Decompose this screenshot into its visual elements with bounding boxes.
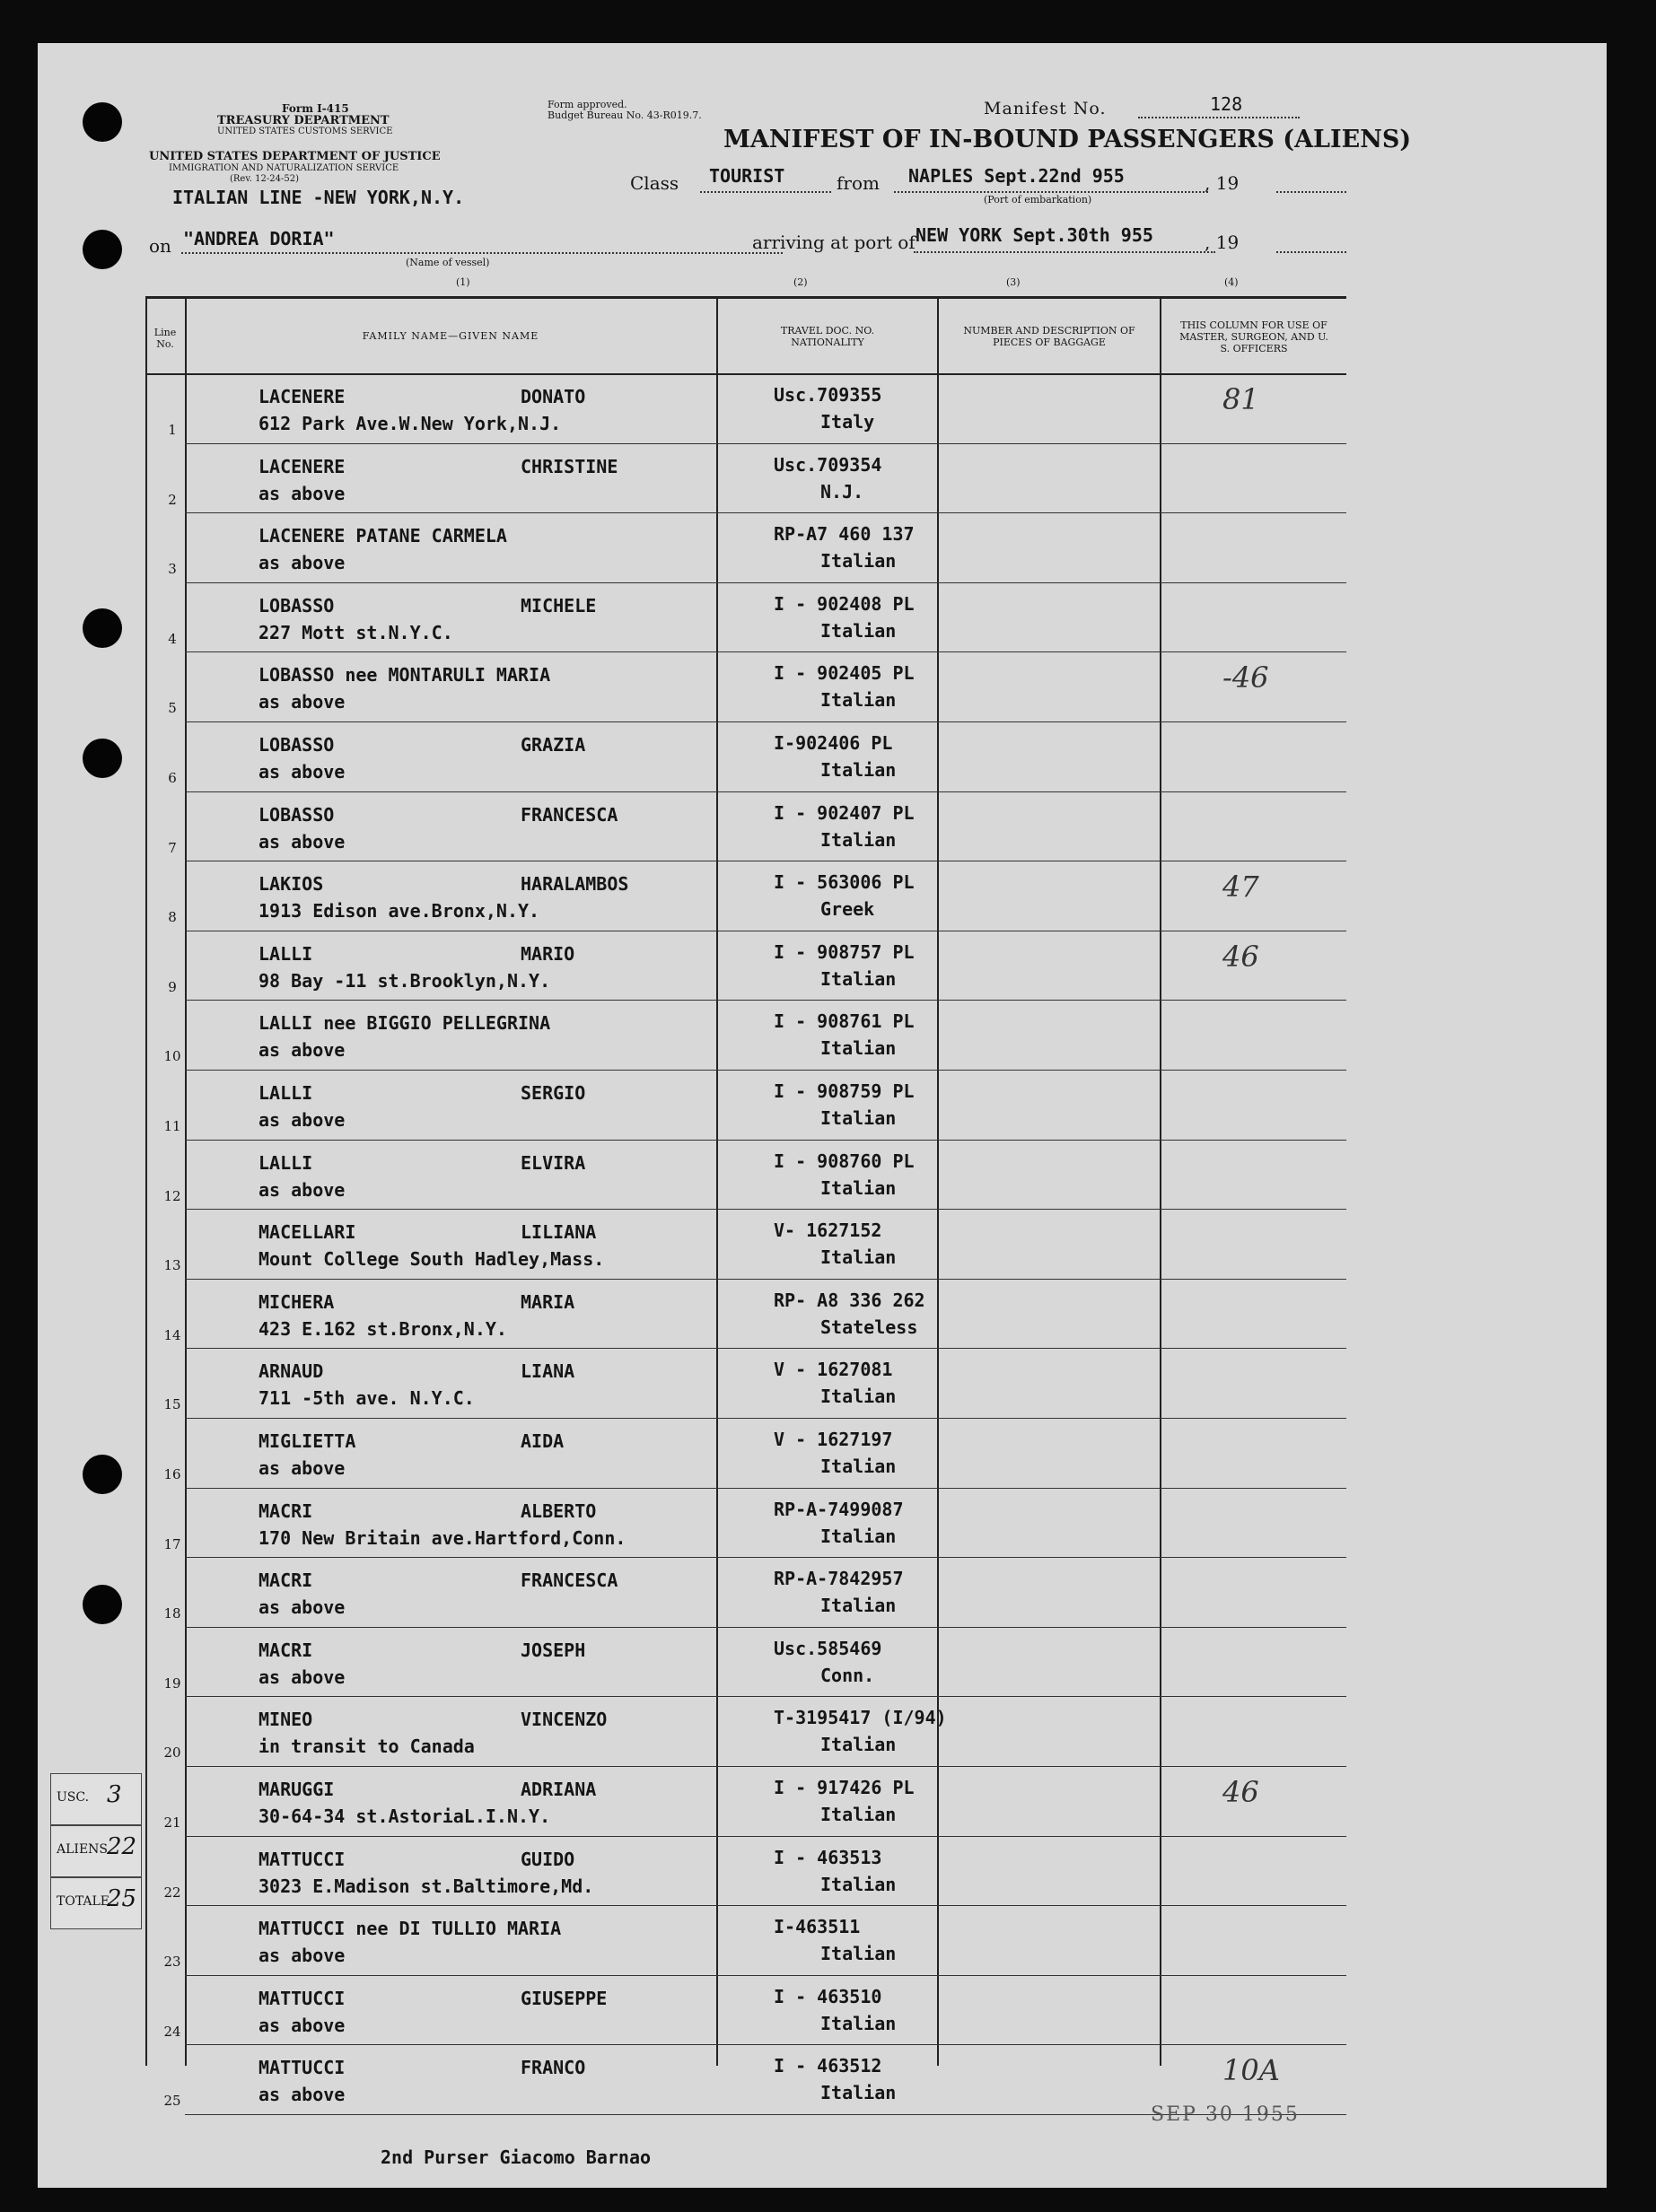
nationality: Italian — [820, 1107, 897, 1129]
nationality: Italian — [820, 967, 897, 990]
travel-doc: I - 463513 — [774, 1846, 882, 1868]
line-number: 16 — [163, 1466, 181, 1482]
line-number: 14 — [163, 1326, 181, 1343]
address: 1913 Edison ave.Bronx,N.Y. — [258, 900, 540, 922]
officer-mark: 47 — [1222, 870, 1259, 905]
table-row — [145, 1209, 1346, 1279]
tally-label: ALIENS — [57, 1842, 108, 1857]
vessel-caption: (Name of vessel) — [406, 257, 490, 268]
ins-label: IMMIGRATION AND NATURALIZATION SERVICE — [169, 163, 399, 173]
nationality: Italian — [820, 1873, 897, 1895]
customs-label: UNITED STATES CUSTOMS SERVICE — [217, 127, 393, 136]
family-name: MACRI — [258, 1499, 313, 1522]
table-row — [145, 1557, 1346, 1627]
line-number: 1 — [168, 422, 177, 438]
line-number: 5 — [168, 700, 177, 717]
port-embark-caption: (Port of embarkation) — [984, 194, 1092, 205]
address: in transit to Canada — [258, 1736, 475, 1758]
arriving-value: NEW YORK Sept.30th 955 — [916, 224, 1153, 246]
tally-cell — [50, 1825, 142, 1877]
col-header-officers: THIS COLUMN FOR USE OF MASTER, SURGEON, AND U. S. OFFICERS — [1179, 319, 1328, 354]
address: as above — [258, 552, 346, 574]
table-row — [145, 1836, 1346, 1906]
col-num-2: (2) — [793, 276, 808, 288]
family-name: LOBASSO — [258, 594, 335, 616]
line-number: 23 — [163, 1954, 181, 1971]
table-row — [145, 582, 1346, 652]
line-number: 4 — [168, 630, 177, 647]
address: as above — [258, 691, 346, 713]
given-name: MICHELE — [521, 594, 597, 616]
table-row — [145, 651, 1346, 721]
table-row — [145, 1488, 1346, 1558]
purser-signature: 2nd Purser Giacomo Barnao — [381, 2146, 652, 2168]
travel-doc: V- 1627152 — [774, 1220, 882, 1242]
table-row — [145, 931, 1346, 1001]
given-name: MARIO — [521, 942, 575, 965]
officer-mark: 81 — [1222, 382, 1259, 416]
travel-doc: I-463511 — [774, 1916, 861, 1938]
travel-doc: RP-A-7842957 — [774, 1568, 904, 1590]
family-name: MINEO — [258, 1709, 313, 1731]
officer-mark: 46 — [1222, 939, 1259, 974]
address: 170 New Britain ave.Hartford,Conn. — [258, 1526, 626, 1549]
table-row — [145, 861, 1346, 931]
nationality: Italy — [820, 411, 875, 433]
table-row — [145, 1766, 1346, 1836]
tally-label: TOTALE — [57, 1894, 110, 1909]
table-row — [145, 1279, 1346, 1349]
address: as above — [258, 1109, 346, 1131]
travel-doc: I - 908757 PL — [774, 940, 915, 963]
address: as above — [258, 761, 346, 783]
from-value: NAPLES Sept.22nd 955 — [908, 165, 1125, 187]
family-name: LACENERE — [258, 386, 346, 407]
address: as above — [258, 1945, 346, 1967]
travel-doc: RP-A7 460 137 — [774, 523, 915, 546]
given-name: GUIDO — [521, 1848, 575, 1870]
travel-doc: I - 463510 — [774, 1985, 882, 2007]
address: 423 E.162 st.Bronx,N.Y. — [258, 1317, 507, 1340]
col-header-travel: TRAVEL DOC. NO. NATIONALITY — [780, 325, 875, 348]
nationality: Italian — [820, 1386, 897, 1408]
officer-mark: -46 — [1222, 660, 1269, 695]
travel-doc: I - 917426 PL — [774, 1777, 915, 1798]
travel-doc: RP-A-7499087 — [774, 1498, 904, 1520]
given-name: ALBERTO — [521, 1499, 597, 1522]
col-header-baggage: NUMBER AND DESCRIPTION OF PIECES OF BAGGAGE — [963, 325, 1135, 348]
address: 3023 E.Madison st.Baltimore,Md. — [258, 1875, 594, 1897]
nationality: N.J. — [820, 480, 864, 503]
year-suffix-1: , 19 — [1205, 172, 1240, 194]
travel-doc: I - 908761 PL — [774, 1010, 915, 1033]
travel-doc: I - 902408 PL — [774, 592, 915, 615]
punch-hole — [83, 1585, 122, 1624]
address: as above — [258, 1457, 346, 1479]
line-number: 11 — [163, 1118, 181, 1134]
family-name: MATTUCCI — [258, 1848, 346, 1870]
address: as above — [258, 830, 346, 852]
line-number: 21 — [163, 1814, 181, 1831]
nationality: Italian — [820, 1037, 897, 1060]
col-header-name: FAMILY NAME—GIVEN NAME — [362, 330, 539, 342]
family-name: ARNAUD — [258, 1360, 324, 1383]
table-row — [145, 1627, 1346, 1697]
line-number: 24 — [163, 2023, 181, 2040]
address: as above — [258, 482, 346, 504]
address: 612 Park Ave.W.New York,N.J. — [258, 413, 562, 434]
line-number: 20 — [163, 1744, 181, 1762]
nationality: Italian — [820, 1943, 897, 1965]
given-name: FRANCESCA — [521, 803, 618, 826]
nationality: Italian — [820, 759, 897, 781]
col-num-3: (3) — [1006, 276, 1021, 288]
family-name: MARUGGI — [258, 1779, 335, 1800]
address: 711 -5th ave. N.Y.C. — [258, 1387, 475, 1410]
nationality: Italian — [820, 1456, 897, 1477]
line-number: 7 — [168, 839, 177, 856]
class-label: Class — [630, 172, 679, 194]
address: 30-64-34 st.AstoriaL.I.N.Y. — [258, 1805, 551, 1827]
table-row — [145, 512, 1346, 582]
address: Mount College South Hadley,Mass. — [258, 1248, 605, 1271]
vessel-name: "ANDREA DORIA" — [183, 228, 335, 249]
date-stamp: SEP 30 1955 — [1151, 2103, 1300, 2126]
family-name: LAKIOS — [258, 873, 324, 896]
address: as above — [258, 1039, 346, 1062]
punch-hole — [83, 608, 122, 648]
family-name: MATTUCCI — [258, 1987, 346, 2009]
table-row — [145, 1418, 1346, 1488]
family-name: LALLI — [258, 942, 313, 965]
travel-doc: I - 908760 PL — [774, 1150, 915, 1172]
budget-bureau: Budget Bureau No. 43-R019.7. — [548, 109, 702, 121]
address: as above — [258, 1666, 346, 1688]
nationality: Italian — [820, 2082, 897, 2104]
given-name: VINCENZO — [521, 1709, 608, 1731]
family-name: MATTUCCI — [258, 2057, 346, 2079]
nationality: Italian — [820, 1176, 897, 1199]
travel-doc: I - 908759 PL — [774, 1080, 915, 1102]
line-number: 3 — [168, 561, 177, 578]
nationality: Conn. — [820, 1664, 875, 1686]
given-name: LIANA — [521, 1360, 575, 1383]
travel-doc: I - 902405 PL — [774, 662, 915, 685]
table-row — [145, 1000, 1346, 1070]
tally-value: 22 — [107, 1833, 137, 1860]
address: 98 Bay -11 st.Brooklyn,N.Y. — [258, 969, 551, 992]
justice-label: UNITED STATES DEPARTMENT OF JUSTICE — [149, 150, 441, 163]
line-number: 8 — [168, 909, 177, 926]
col-num-4: (4) — [1224, 276, 1239, 288]
form-number: Form I-415 — [282, 102, 349, 115]
nationality: Italian — [820, 550, 897, 573]
manifest-label: Manifest No. — [984, 99, 1107, 118]
travel-doc: I - 563006 PL — [774, 871, 915, 894]
given-name: FRANCO — [521, 2057, 586, 2079]
table-row — [145, 1696, 1346, 1766]
from-label: from — [837, 172, 880, 194]
travel-doc: V - 1627081 — [774, 1359, 893, 1381]
table-row — [145, 443, 1346, 513]
given-name: GIUSEPPE — [521, 1987, 608, 2009]
passenger-table — [145, 296, 1346, 2110]
nationality: Italian — [820, 1804, 897, 1825]
given-name: ADRIANA — [521, 1779, 597, 1800]
table-row — [145, 791, 1346, 861]
class-value: TOURIST — [709, 165, 785, 187]
family-name: MACELLARI — [258, 1221, 356, 1244]
given-name: SERGIO — [521, 1082, 586, 1104]
year-suffix-2: , 19 — [1205, 232, 1240, 253]
line-number: 2 — [168, 491, 177, 508]
nationality: Italian — [820, 1734, 897, 1756]
travel-doc: V - 1627197 — [774, 1429, 893, 1450]
col-header-line: Line No. — [153, 327, 177, 350]
nationality: Italian — [820, 1525, 897, 1547]
family-name: LACENERE PATANE CARMELA — [258, 525, 507, 547]
line-number: 13 — [163, 1257, 181, 1274]
table-row — [145, 1905, 1346, 1975]
officer-mark: 46 — [1222, 1775, 1259, 1809]
punch-hole — [83, 102, 122, 142]
family-name: LALLI — [258, 1151, 313, 1174]
address: as above — [258, 1178, 346, 1201]
given-name: HARALAMBOS — [521, 873, 629, 896]
travel-doc: I - 902407 PL — [774, 801, 915, 824]
table-row — [145, 1348, 1346, 1418]
nationality: Italian — [820, 1246, 897, 1269]
nationality: Italian — [820, 619, 897, 642]
address: as above — [258, 2084, 346, 2106]
officer-mark: 10A — [1222, 2053, 1280, 2088]
arriving-label: arriving at port of — [752, 232, 916, 253]
tally-value: 3 — [107, 1781, 122, 1808]
family-name: MIGLIETTA — [258, 1430, 356, 1452]
nationality: Italian — [820, 2012, 897, 2034]
family-name: LOBASSO — [258, 734, 335, 756]
tally-label: USC. — [57, 1790, 90, 1805]
given-name: AIDA — [521, 1430, 565, 1452]
given-name: GRAZIA — [521, 734, 586, 756]
table-row — [145, 1975, 1346, 2045]
given-name: ELVIRA — [521, 1151, 586, 1174]
travel-doc: RP- A8 336 262 — [774, 1289, 925, 1311]
travel-doc: I-902406 PL — [774, 732, 893, 754]
manifest-number: 128 — [1210, 93, 1243, 115]
line-number: 15 — [163, 1396, 181, 1413]
nationality: Stateless — [820, 1316, 918, 1338]
tally-value: 25 — [107, 1885, 137, 1912]
line-number: 9 — [168, 978, 177, 995]
travel-doc: T-3195417 (I/94) — [774, 1707, 947, 1729]
table-row — [145, 1140, 1346, 1210]
on-label: on — [149, 235, 171, 257]
nationality: Italian — [820, 828, 897, 851]
tally-cell — [50, 1773, 142, 1825]
manifest-title: MANIFEST OF IN-BOUND PASSENGERS (ALIENS) — [723, 126, 1412, 153]
address: as above — [258, 2014, 346, 2036]
nationality: Greek — [820, 898, 875, 921]
table-row — [145, 373, 1346, 443]
line-number: 25 — [163, 2093, 181, 2110]
tally-cell — [50, 1877, 142, 1929]
manifest-page — [38, 43, 1607, 2188]
travel-doc: I - 463512 — [774, 2055, 882, 2077]
family-name: LACENERE — [258, 455, 346, 477]
table-row — [145, 1070, 1346, 1140]
family-name: LOBASSO nee MONTARULI MARIA — [258, 664, 551, 686]
travel-doc: Usc.709355 — [774, 384, 882, 406]
rev-label: (Rev. 12-24-52) — [230, 174, 300, 184]
family-name: LALLI — [258, 1082, 313, 1104]
col-num-1: (1) — [456, 276, 470, 288]
family-name: LALLI nee BIGGIO PELLEGRINA — [258, 1012, 551, 1035]
line-number: 18 — [163, 1605, 181, 1622]
given-name: CHRISTINE — [521, 455, 618, 477]
travel-doc: Usc.709354 — [774, 453, 882, 476]
punch-hole — [83, 739, 122, 778]
given-name: LILIANA — [521, 1221, 597, 1244]
family-name: MACRI — [258, 1569, 313, 1592]
given-name: DONATO — [521, 386, 586, 407]
form-approved: Form approved. — [548, 99, 627, 110]
punch-hole — [83, 1455, 122, 1494]
punch-hole — [83, 230, 122, 269]
treasury-label: TREASURY DEPARTMENT — [217, 114, 390, 127]
given-name: FRANCESCA — [521, 1569, 618, 1592]
line-number: 12 — [163, 1187, 181, 1204]
table-row — [145, 721, 1346, 791]
address: as above — [258, 1596, 346, 1619]
family-name: LOBASSO — [258, 803, 335, 826]
travel-doc: Usc.585469 — [774, 1637, 882, 1659]
family-name: MICHERA — [258, 1290, 335, 1313]
given-name: JOSEPH — [521, 1639, 586, 1661]
line-number: 10 — [163, 1048, 181, 1065]
nationality: Italian — [820, 689, 897, 712]
line-number: 19 — [163, 1674, 181, 1692]
family-name: MATTUCCI nee DI TULLIO MARIA — [258, 1918, 562, 1940]
line-number: 22 — [163, 1884, 181, 1901]
line-number: 17 — [163, 1535, 181, 1552]
address: 227 Mott st.N.Y.C. — [258, 621, 453, 643]
line-company: ITALIAN LINE -NEW YORK,N.Y. — [172, 187, 465, 208]
given-name: MARIA — [521, 1290, 575, 1313]
line-number: 6 — [168, 770, 177, 786]
family-name: MACRI — [258, 1639, 313, 1661]
nationality: Italian — [820, 1595, 897, 1617]
